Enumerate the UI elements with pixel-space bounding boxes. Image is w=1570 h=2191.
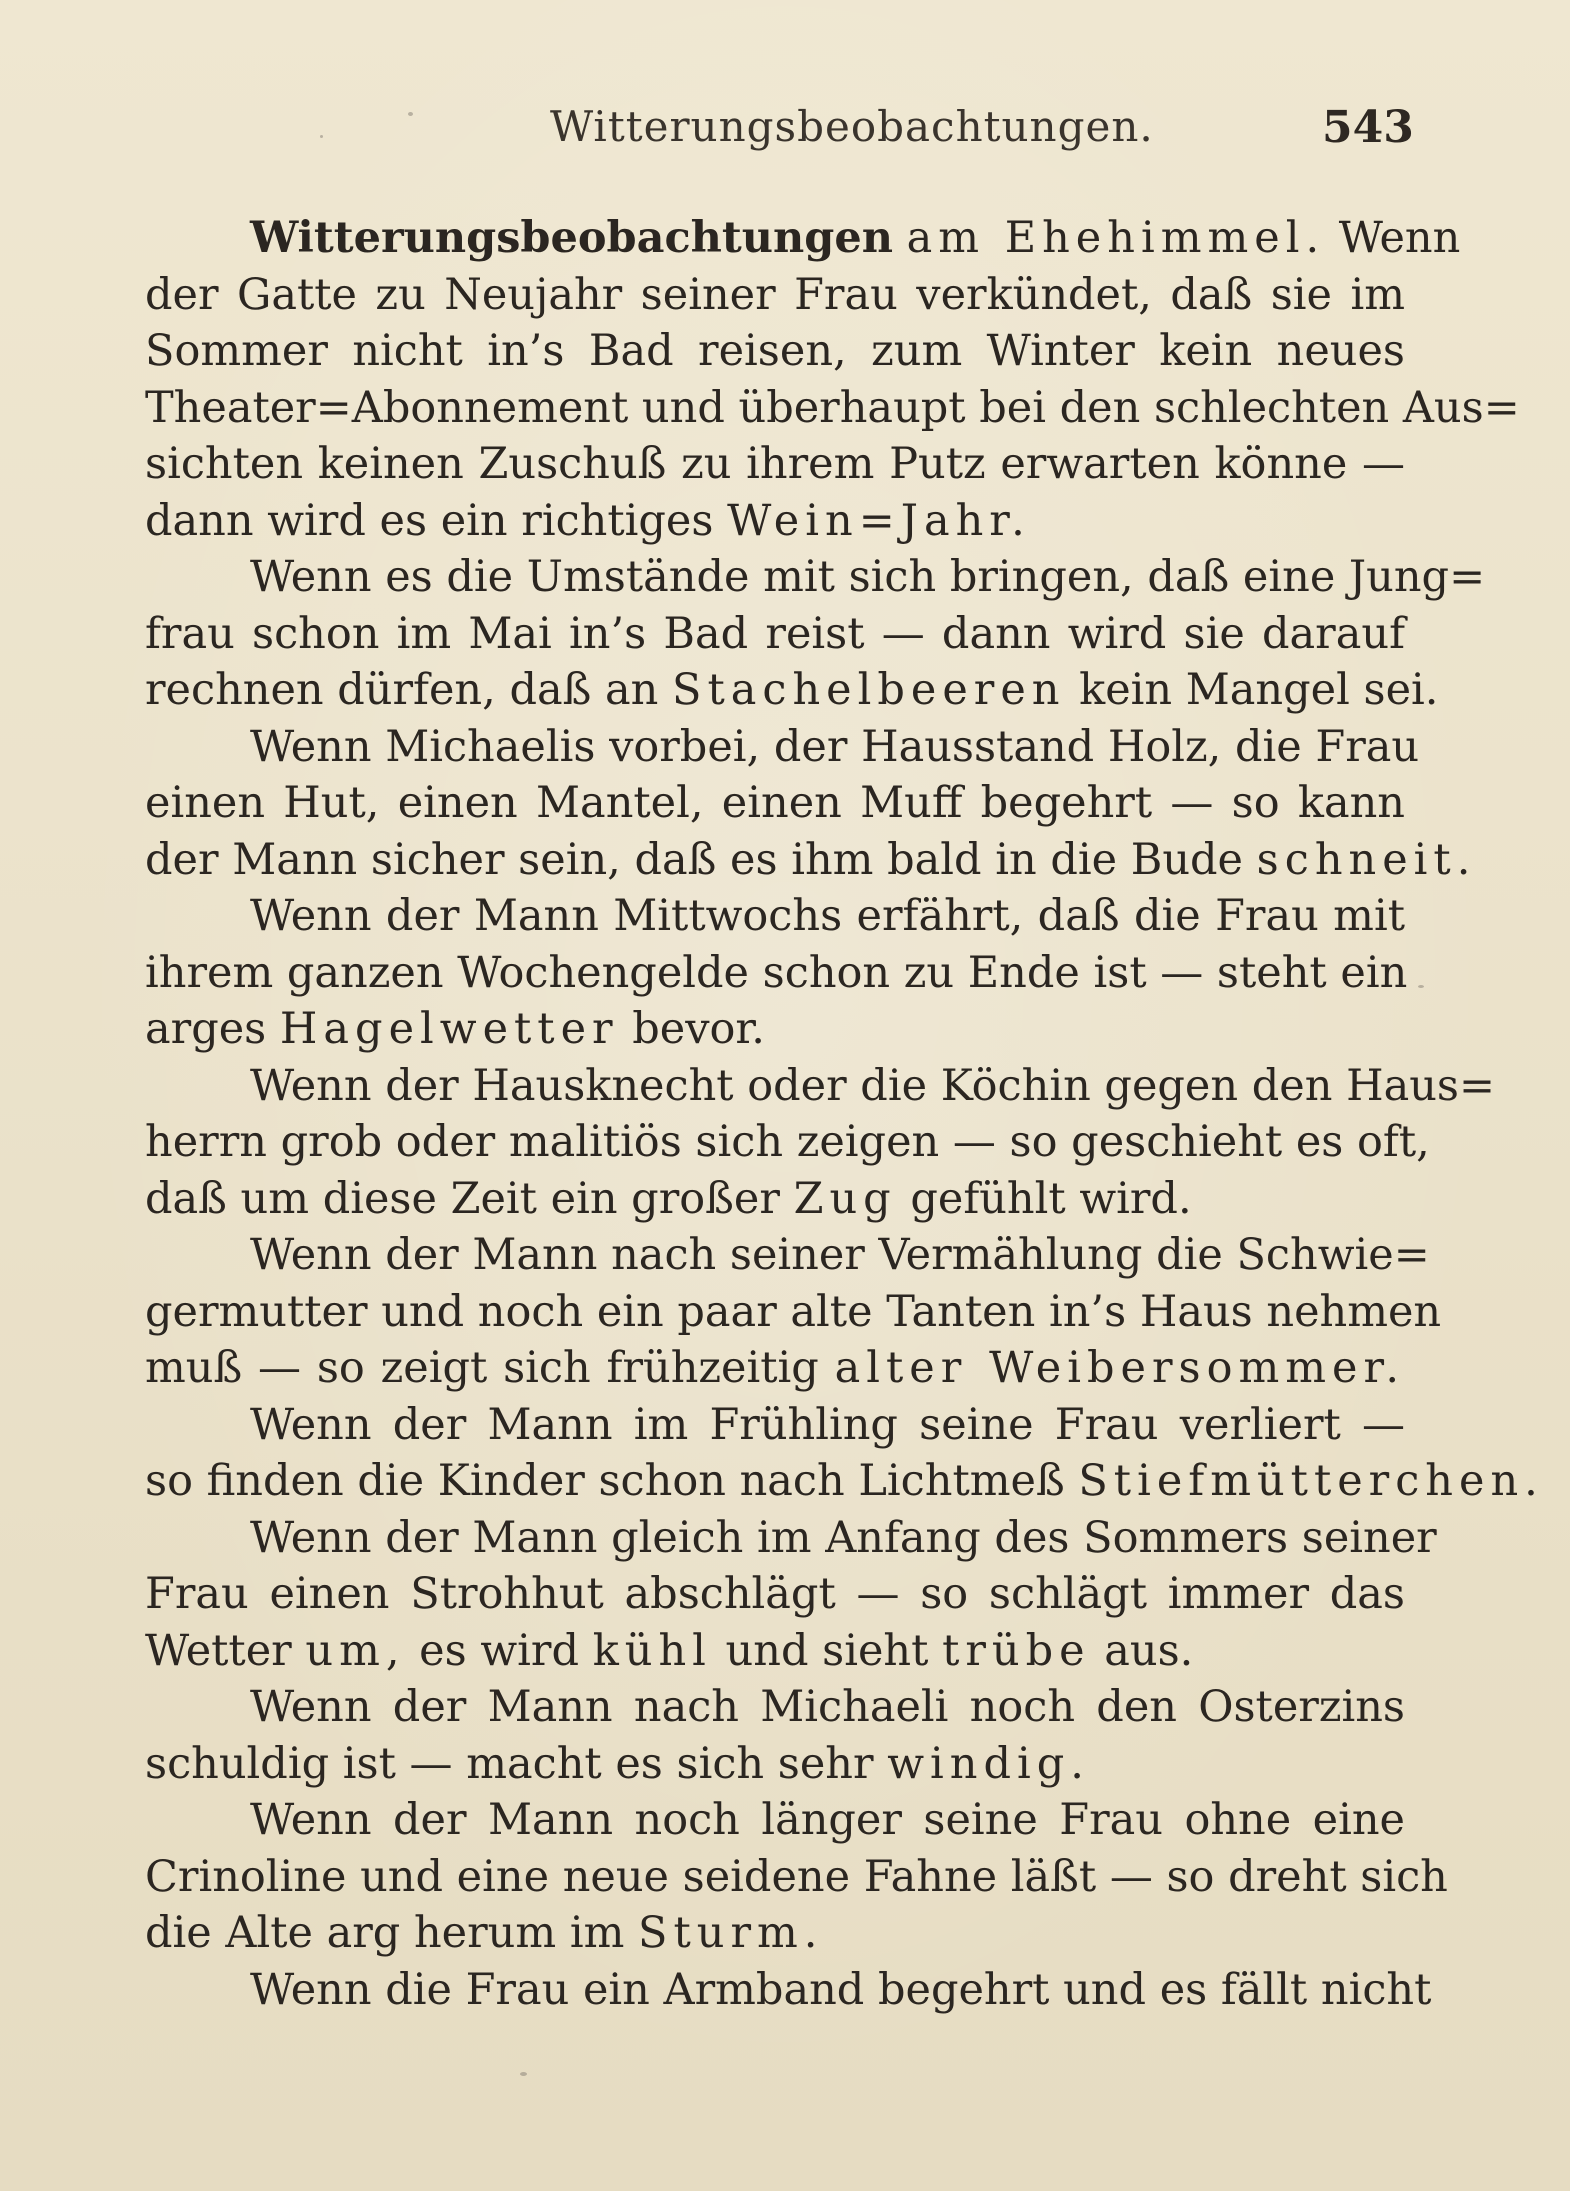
text-run: Frau einen Strohhut abschlägt — so schlägt immer das <box>145 1569 1405 1619</box>
text-run: Crinoline und eine neue seidene Fahne läßt — so dreht sich <box>145 1851 1448 1902</box>
spaced-emphasis: trübe <box>942 1625 1091 1676</box>
text-run: Theater=Abonnement und überhaupt bei den schlechten Aus= <box>145 382 1520 433</box>
text-run: Wenn es die Umstände mit sich bringen, daß eine Jung= <box>250 552 1486 602</box>
spaced-emphasis: schneit. <box>1256 834 1477 885</box>
text-line <box>145 606 1405 663</box>
text-line <box>145 210 1461 267</box>
text-line <box>145 662 1439 719</box>
text-line <box>145 1510 1437 1567</box>
text-line <box>145 380 1520 437</box>
paper-speck <box>1418 985 1424 988</box>
spaced-emphasis: kühl <box>592 1625 712 1676</box>
text-run: kein Mangel sei. <box>1065 665 1439 715</box>
text-line <box>145 1227 1430 1284</box>
text-line <box>145 1453 1544 1510</box>
text-run: rechnen dürfen, daß an <box>145 665 673 715</box>
text-run: Wenn der Mann nach Michaeli noch den Osterzins <box>250 1682 1405 1732</box>
text-run: der Gatte zu Neujahr seiner Frau verkündet, daß sie im <box>145 269 1405 320</box>
page-number: 543 <box>1322 102 1414 153</box>
text-run: muß — so zeigt sich frühzeitig <box>145 1343 835 1393</box>
text-line <box>145 832 1477 889</box>
text-line <box>145 1849 1448 1906</box>
spaced-emphasis: Sturm. <box>638 1908 824 1958</box>
spaced-emphasis: Stachelbeeren <box>672 665 1066 715</box>
text-run: Wenn die Frau ein Armband begehrt und es fällt nicht <box>250 1964 1432 2015</box>
spaced-emphasis: Stiefmütterchen. <box>1078 1456 1544 1506</box>
text-run: es wird <box>405 1625 593 1676</box>
text-line <box>145 1905 1405 1962</box>
text-line <box>145 775 1405 832</box>
spaced-emphasis: um, <box>305 1625 406 1676</box>
text-run: Wenn <box>1325 213 1461 263</box>
spaced-emphasis: windig. <box>887 1738 1090 1789</box>
spaced-emphasis: am Ehehimmel. <box>906 213 1326 263</box>
bold-heading-word: Witterungsbeobachtungen <box>250 213 893 263</box>
paper-speck <box>320 135 323 138</box>
text-line <box>145 1962 1432 2019</box>
text-line <box>145 1114 1430 1171</box>
text-run: germutter und noch ein paar alte Tanten in’s Haus nehmen <box>145 1286 1442 1337</box>
text-run: so finden die Kinder schon nach Lichtmeß <box>145 1456 1079 1506</box>
text-line <box>145 888 1405 945</box>
text-run: schuldig ist — macht es sich sehr <box>145 1738 888 1789</box>
text-line <box>145 1001 1405 1058</box>
text-line <box>145 1566 1405 1623</box>
text-run: Wenn der Mann noch länger seine Frau ohne eine <box>250 1795 1405 1845</box>
text-run: Wenn der Mann im Frühling seine Frau verliert — <box>250 1399 1405 1450</box>
spaced-emphasis: alter Weibersommer. <box>834 1343 1405 1393</box>
running-head <box>0 102 1570 162</box>
text-line <box>145 1623 1405 1680</box>
text-line <box>145 493 1405 550</box>
text-line <box>145 436 1405 493</box>
paper-speck <box>520 2072 527 2076</box>
text-run: herrn grob oder malitiös sich zeigen — so geschieht es oft, <box>145 1117 1430 1167</box>
text-run: Wenn der Mann gleich im Anfang des Sommers seiner <box>250 1512 1437 1563</box>
text-line <box>145 1679 1405 1736</box>
text-run: arges <box>145 1004 280 1054</box>
text-run: gefühlt wird. <box>896 1173 1192 1224</box>
text-run: aus. <box>1090 1625 1194 1676</box>
spaced-emphasis: Hagelwetter <box>279 1004 619 1054</box>
text-run: die Alte arg herum im <box>145 1908 639 1958</box>
text-line <box>145 323 1405 380</box>
spaced-emphasis: Wein=Jahr. <box>727 495 1031 546</box>
text-line <box>145 549 1486 606</box>
text-run <box>893 213 907 263</box>
text-run: einen Hut, einen Mantel, einen Muff begehrt — so kann <box>145 778 1405 828</box>
spaced-emphasis: Zug <box>793 1173 897 1224</box>
text-run: der Mann sicher sein, daß es ihm bald in die Bude <box>145 834 1257 885</box>
text-line <box>145 1736 1405 1793</box>
text-run: ihrem ganzen Wochengelde schon zu Ende ist — steht ein <box>145 947 1408 998</box>
text-run: und sieht <box>711 1625 943 1676</box>
text-run: dann wird es ein richtiges <box>145 495 728 546</box>
text-line <box>145 1340 1405 1397</box>
text-line <box>145 719 1420 776</box>
running-title: Witterungsbeobachtungen. <box>550 102 1154 151</box>
text-line <box>145 1792 1405 1849</box>
text-run: Sommer nicht in’s Bad reisen, zum Winter kein neues <box>145 326 1405 376</box>
text-run: sichten keinen Zuschuß zu ihrem Putz erwarten könne — <box>145 439 1405 489</box>
text-line <box>145 1397 1405 1454</box>
text-run: Wenn Michaelis vorbei, der Hausstand Holz, die Frau <box>250 721 1420 772</box>
body-text <box>145 210 1544 2018</box>
text-line <box>145 945 1408 1002</box>
text-run: daß um diese Zeit ein großer <box>145 1173 794 1224</box>
text-run: bevor. <box>618 1004 765 1054</box>
text-line <box>145 1171 1405 1228</box>
text-run: Wenn der Hausknecht oder die Köchin gegen den Haus= <box>250 1060 1496 1111</box>
text-line <box>145 1058 1496 1115</box>
paper-speck <box>408 112 413 116</box>
text-line <box>145 267 1405 324</box>
text-run: Wenn der Mann nach seiner Vermählung die Schwie= <box>250 1230 1430 1280</box>
text-run: Wenn der Mann Mittwochs erfährt, daß die Frau mit <box>250 891 1405 941</box>
text-run: Wetter <box>145 1625 306 1676</box>
text-line <box>145 1284 1442 1341</box>
text-run: frau schon im Mai in’s Bad reist — dann wird sie darauf <box>145 608 1405 659</box>
